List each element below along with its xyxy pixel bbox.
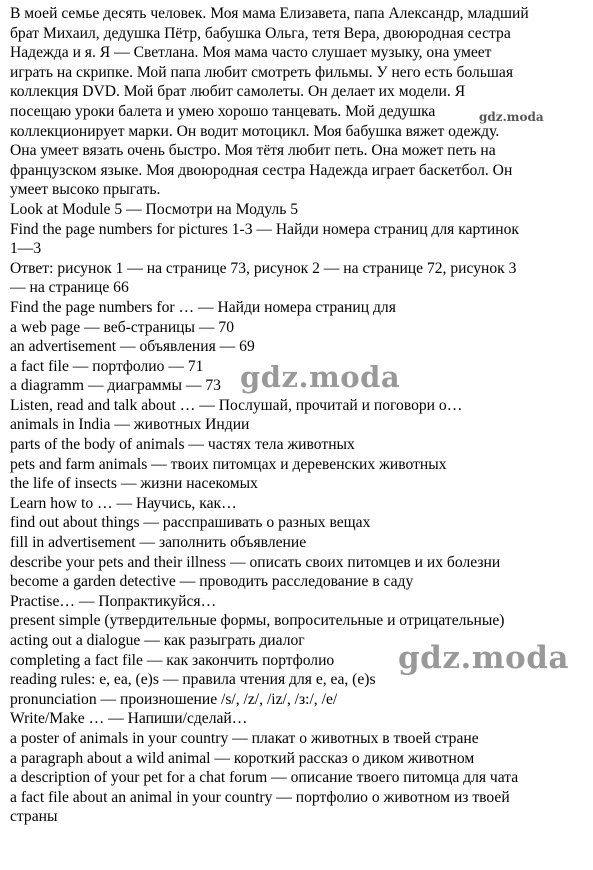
text-line: parts of the body of animals — частях тела животных: [10, 436, 355, 454]
text-line: a web page — веб-страницы — 70: [10, 318, 234, 336]
text-line: completing a fact file — как закончить портфолио: [10, 651, 335, 669]
text-line: умеет высоко прыгать.: [10, 181, 161, 199]
text-line: играть на скрипке. Мой папа любит смотреть фильмы. У него есть большая: [10, 63, 513, 81]
text-line: Find the page numbers for pictures 1-3 — Найди номера страниц для картинок: [10, 220, 519, 238]
watermark-middle: gdz.moda: [240, 360, 401, 394]
text-line: страны: [10, 808, 58, 826]
text-line: посещаю уроки балета и умею хорошо танцевать. Мой дедушка: [10, 102, 436, 120]
text-line: present simple (утвердительные формы, вопросительные и отрицательные): [10, 612, 505, 630]
text-line: become a garden detective — проводить расследование в саду: [10, 573, 414, 591]
text-line: pronunciation — произношение /s/, /z/, /iz/, /з:/, /e/: [10, 690, 338, 708]
text-line: acting out a dialogue — как разыграть диалог: [10, 632, 305, 649]
text-line: the life of insects — жизни насекомых: [10, 475, 258, 493]
text-line: a paragraph about a wild animal — короткий рассказ о диком животном: [10, 749, 475, 767]
text-line: reading rules: e, ea, (e)s — правила чтения для e, ea, (e)s: [10, 671, 376, 689]
text-line: В моей семье десять человек. Моя мама Елизавета, папа Александр, младший: [10, 5, 529, 22]
text-line: Learn how to … — Научись, как…: [10, 494, 237, 512]
text-line: an advertisement — объявления — 69: [10, 338, 255, 356]
text-line: французском языке. Моя двоюродная сестра Надежда играет баскетбол. Он: [10, 161, 513, 179]
text-line: коллекционирует марки. Он водит мотоцикл. Моя бабушка вяжет одежду.: [10, 122, 500, 140]
text-line: a poster of animals in your country — плакат о животных в твоей стране: [10, 729, 479, 747]
text-line: брат Михаил, дедушка Пётр, бабушка Ольга, тетя Вера, двоюродная сестра: [10, 24, 511, 42]
text-line: Надежда и я. Я — Светлана. Моя мама часто слушает музыку, она умеет: [10, 44, 492, 62]
text-line: Ответ: рисунок 1 — на странице 73, рисунок 2 — на странице 72, рисунок 3: [10, 259, 517, 277]
text-line: a description of your pet for a chat forum — описание твоего питомца для чата: [10, 769, 519, 787]
text-line: Она умеет вязать очень быстро. Моя тётя любит петь. Она может петь на: [10, 142, 496, 160]
text-line: коллекция DVD. Мой брат любит самолеты. Он делает их модели. Я: [10, 83, 466, 101]
text-line: Listen, read and talk about … — Послушай, прочитай и поговори о…: [10, 396, 463, 414]
text-line: Practise… — Попрактикуйся…: [10, 592, 217, 610]
text-line: 1—3: [10, 240, 42, 258]
text-line: describe your pets and their illness — описать своих питомцев и их болезни: [10, 553, 501, 571]
watermark-bottom: gdz.moda: [398, 640, 569, 676]
text-line: a fact file — портфолио — 71: [10, 357, 204, 375]
text-line: a diagramm — диаграммы — 73: [10, 377, 221, 395]
text-line: Find the page numbers for … — Найди номера страниц для: [10, 298, 396, 316]
text-line: fill in advertisement — заполнить объявление: [10, 534, 307, 552]
text-line: a fact file about an animal in your country — портфолио о животном из твоей: [10, 788, 510, 806]
text-line: Look at Module 5 — Посмотри на Модуль 5: [10, 200, 299, 218]
text-line: — на странице 66: [10, 279, 129, 297]
watermark-small: gdz.moda: [479, 110, 544, 124]
text-line: pets and farm animals — твоих питомцах и деревенских животных: [10, 455, 447, 473]
text-line: Write/Make … — Напиши/сделай…: [10, 710, 248, 728]
text-line: find out about things — расспрашивать о разных вещах: [10, 514, 371, 532]
text-line: animals in India — животных Индии: [10, 416, 250, 434]
